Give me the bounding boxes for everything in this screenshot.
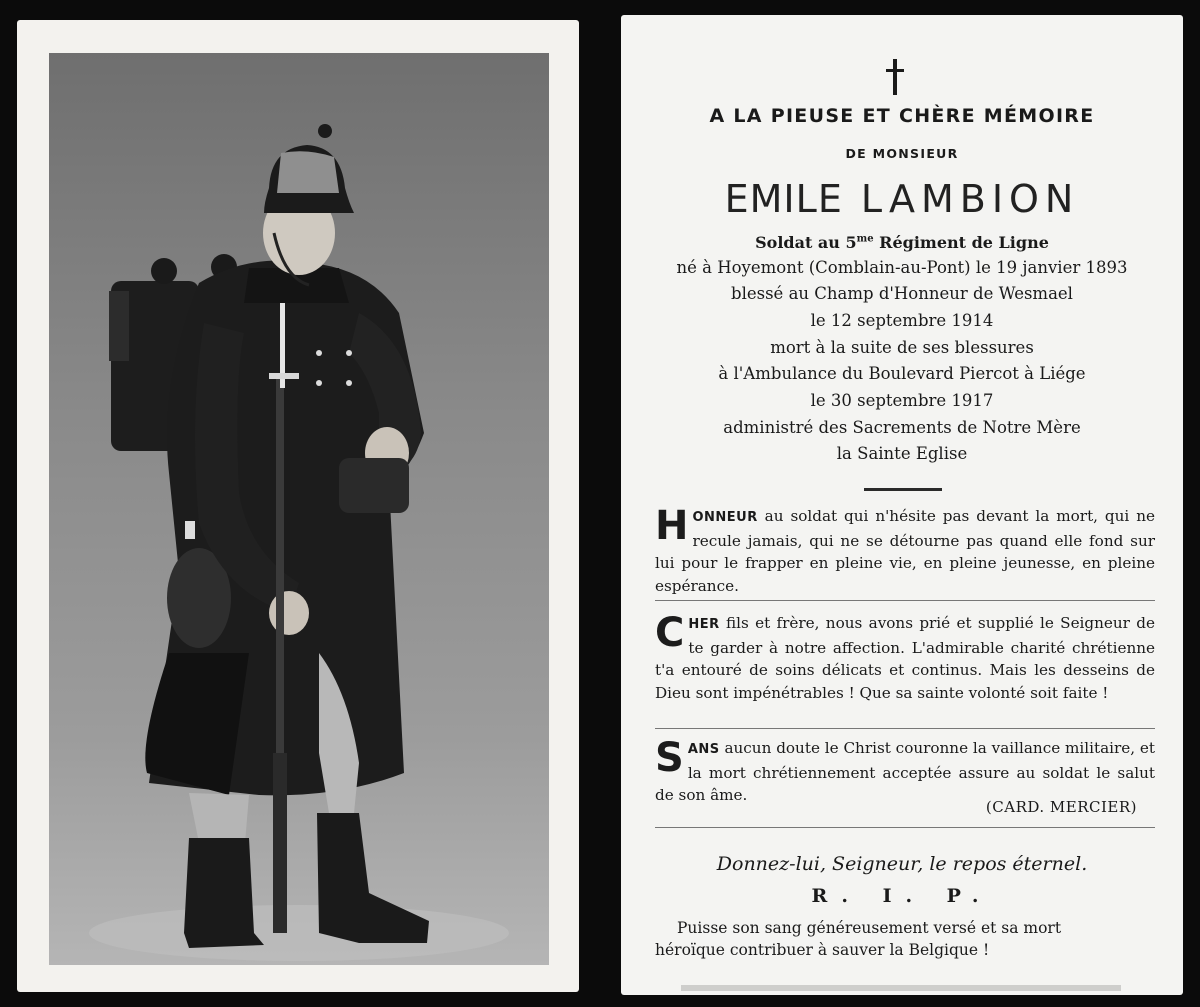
closing-line: héroïque contribuer à sauver la Belgique ! <box>655 941 990 959</box>
soldier-photograph <box>49 53 549 965</box>
bio-line: né à Hoyemont (Comblain-au-Pont) le 19 janvier 1893 <box>676 258 1128 277</box>
sans-paragraph <box>655 737 1155 807</box>
memorial-subheading: DE MONSIEUR <box>845 146 959 161</box>
first-name: EMILE <box>724 177 843 221</box>
separator <box>655 827 1155 828</box>
soldier-figure-illustration <box>49 53 549 965</box>
drop-cap: C <box>655 610 685 656</box>
bio-line: blessé au Champ d'Honneur de Wesmael <box>731 284 1073 303</box>
drop-cap: S <box>655 735 684 781</box>
lead-word: HER <box>688 617 720 632</box>
military-rank <box>621 233 1183 252</box>
closing-line: Puisse son sang généreusement versé et sa mort <box>677 919 1062 937</box>
lead-word: ANS <box>687 742 720 757</box>
lead-word: ONNEUR <box>692 510 758 525</box>
quote-attribution: (CARD. MERCIER) <box>985 798 1137 816</box>
last-name: LAMBION <box>860 177 1080 221</box>
rank-suffix: Régiment de Ligne <box>873 233 1049 252</box>
bio-line: mort à la suite de ses blessures <box>770 338 1034 357</box>
cropped-text-remnant <box>681 981 1121 995</box>
honneur-paragraph <box>655 505 1155 597</box>
paragraph-text: au soldat qui n'hésite pas devant la mort, qui ne recule jamais, qui ne se détourne pas quand elle fond sur lui pour le frapper en pleine vie, en pleine jeunesse, en pleine espérance. <box>655 507 1155 595</box>
paragraph-text: fils et frère, nous avons prié et supplié le Seigneur de te garder à notre affection. L'admirable charité chrétienne t'a entouré de soins délicats et continus. Mais les desseins de Dieu sont impénétrables ! Que sa sainte volonté soit faite ! <box>655 614 1155 702</box>
rank-prefix: Soldat au 5 <box>755 233 857 252</box>
separator <box>655 600 1155 601</box>
bio-line: la Sainte Eglise <box>836 444 968 463</box>
bio-line: le 12 septembre 1914 <box>810 311 994 330</box>
divider <box>864 488 942 491</box>
separator <box>655 728 1155 729</box>
paragraph-text: aucun doute le Christ couronne la vaillance militaire, et la mort chrétiennement acceptée assure au soldat le salut de son âme. <box>655 739 1155 804</box>
rip-line: R. I. P. <box>811 885 993 907</box>
memorial-heading: A LA PIEUSE ET CHÈRE MÉMOIRE <box>709 105 1095 127</box>
bio-line: à l'Ambulance du Boulevard Piercot à Liége <box>718 364 1086 383</box>
cher-paragraph <box>655 612 1155 704</box>
prayer-line: Donnez-lui, Seigneur, le repos éternel. <box>716 853 1088 875</box>
cross-icon <box>883 57 907 97</box>
photo-card <box>17 20 579 992</box>
rank-ordinal: me <box>856 233 874 245</box>
bio-line: le 30 septembre 1917 <box>810 391 994 410</box>
drop-cap: H <box>655 503 689 549</box>
closing-text <box>655 917 1155 961</box>
deceased-name <box>621 177 1183 221</box>
bio-line: administré des Sacrements de Notre Mère <box>723 418 1081 437</box>
memorial-card <box>621 15 1183 995</box>
